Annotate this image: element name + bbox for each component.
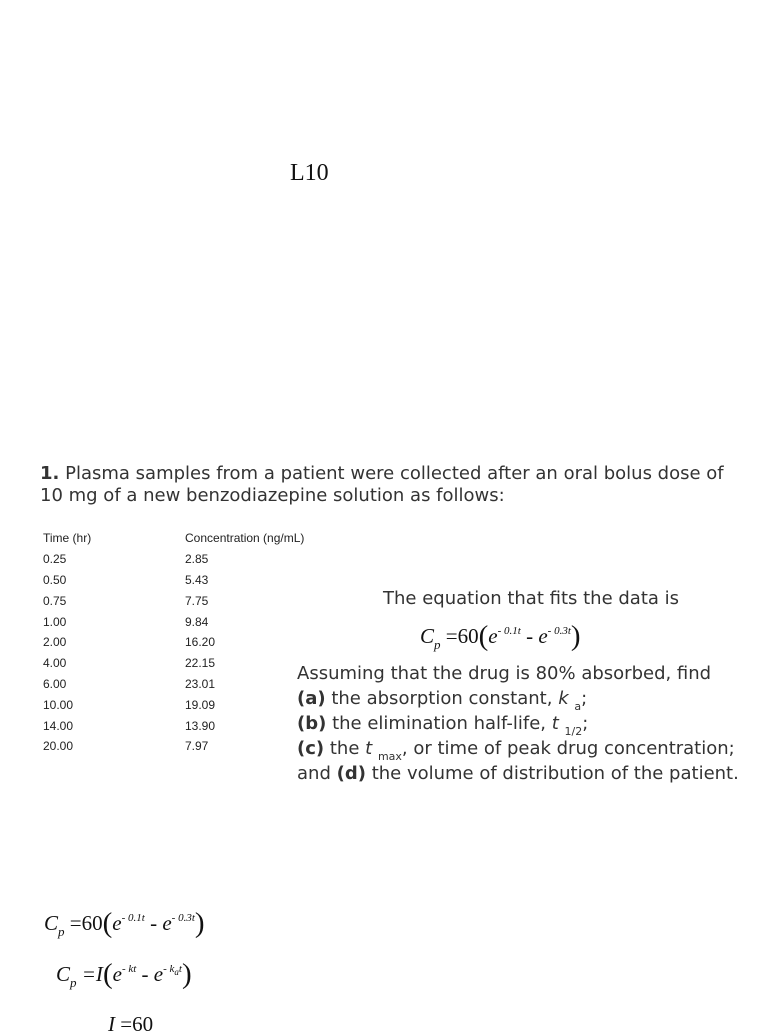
eq-minus: - [150,911,158,935]
question-text: the [329,738,360,759]
eq-operator: =60 [120,1012,154,1036]
concentration-cell: 13.90 [185,718,216,733]
eq-subscript: p [70,975,77,990]
concentration-cell: 7.97 [185,739,209,754]
eq-paren: ( [102,958,113,990]
time-cell: 20.00 [43,739,74,754]
concentration-cell: 2.85 [185,552,209,567]
concentration-cell: 23.01 [185,676,216,691]
table-row [40,653,304,674]
table-row [40,549,304,570]
eq-base: e [162,911,172,935]
eq-base: e [112,962,122,986]
eq-exponent: - 0.3t [547,625,571,637]
question-text: the volume of distribution of the patient. [371,763,739,784]
eq-subscript: p [58,924,65,939]
solution-equation-3 [108,1012,153,1036]
eq-base: e [488,624,498,648]
concentration-cell: 5.43 [185,572,209,587]
eq-exponent: - 0.1t [121,912,145,924]
table-row [40,736,304,757]
fit-label: The equation that fits the data is [383,588,680,609]
time-cell: 10.00 [43,697,74,712]
eq-exponent: - kt [121,963,137,975]
table-row [40,611,304,632]
table-header-row [40,528,304,549]
time-cell: 0.75 [43,593,67,608]
column-header-concentration: Concentration (ng/mL) [185,531,305,546]
table-row [40,570,304,591]
question-prefix: and [297,763,331,784]
solution-equation-2 [56,958,192,990]
question-text: the absorption constant, [331,688,553,709]
question-subscript: a [574,700,582,713]
time-cell: 1.00 [43,614,67,629]
concentration-cell: 7.75 [185,593,209,608]
concentration-cell: 19.09 [185,697,216,712]
question-end: ; [581,688,588,709]
concentration-cell: 22.15 [185,656,216,671]
eq-subscript: p [434,637,441,652]
concentration-cell: 16.20 [185,635,216,650]
problem-number: 1. [40,463,60,484]
eq-paren: ( [102,907,113,939]
table-row [40,715,304,736]
eq-paren: ) [570,620,581,652]
eq-operator: =60 [69,911,103,935]
table-row [40,694,304,715]
eq-base: e [538,624,548,648]
eq-exponent: - 0.3t [171,912,195,924]
eq-exponent: t [178,963,182,975]
time-cell: 0.25 [43,552,67,567]
column-header-time: Time (hr) [43,531,92,546]
eq-minus: - [526,624,534,648]
time-cell: 6.00 [43,676,67,691]
eq-exponent: - 0.1t [497,625,521,637]
question-subscript: 1/2 [564,725,583,738]
table-row [40,590,304,611]
questions-block [297,661,757,786]
fit-equation [420,620,581,652]
table-row [40,674,304,695]
questions-intro: Assuming that the drug is 80% absorbed, find [297,663,712,684]
question-variable: t [365,738,373,759]
eq-paren: ( [478,620,489,652]
eq-paren: ) [194,907,205,939]
eq-variable: C [56,962,71,986]
data-table [40,528,304,757]
time-cell: 2.00 [43,635,67,650]
slide-title: L10 [290,160,329,186]
question-label: (d) [336,763,366,784]
eq-variable: I [108,1012,115,1036]
eq-operator: =60 [445,624,479,648]
eq-base: e [153,962,164,986]
eq-paren: ) [181,958,192,990]
question-end: , or time of peak drug concentration; [401,738,735,759]
question-label: (b) [297,713,327,734]
question-variable: k [558,688,569,709]
eq-minus: - [141,962,149,986]
time-cell: 0.50 [43,572,67,587]
problem-text: Plasma samples from a patient were collected after an oral bolus dose of 10 mg of a new benzodiazepine solution as follows: [40,463,724,506]
question-variable: t [551,713,559,734]
question-a [297,686,757,711]
solution-equation-1 [44,907,205,939]
eq-variable: C [44,911,59,935]
problem-statement [40,463,740,507]
eq-operator: =I [81,962,103,986]
concentration-cell: 9.84 [185,614,209,629]
question-d [297,761,757,786]
question-label: (a) [297,688,326,709]
question-text: the elimination half-life, [332,713,547,734]
eq-base: e [112,911,122,935]
eq-exponent-subscript: a [174,967,179,977]
time-cell: 14.00 [43,718,74,733]
question-end: ; [582,713,589,734]
time-cell: 4.00 [43,656,67,671]
question-subscript: max [377,750,402,763]
table-row [40,632,304,653]
question-b [297,711,757,736]
eq-exponent: - k [163,963,175,975]
eq-variable: C [420,624,435,648]
question-label: (c) [297,738,325,759]
question-c [297,736,757,761]
